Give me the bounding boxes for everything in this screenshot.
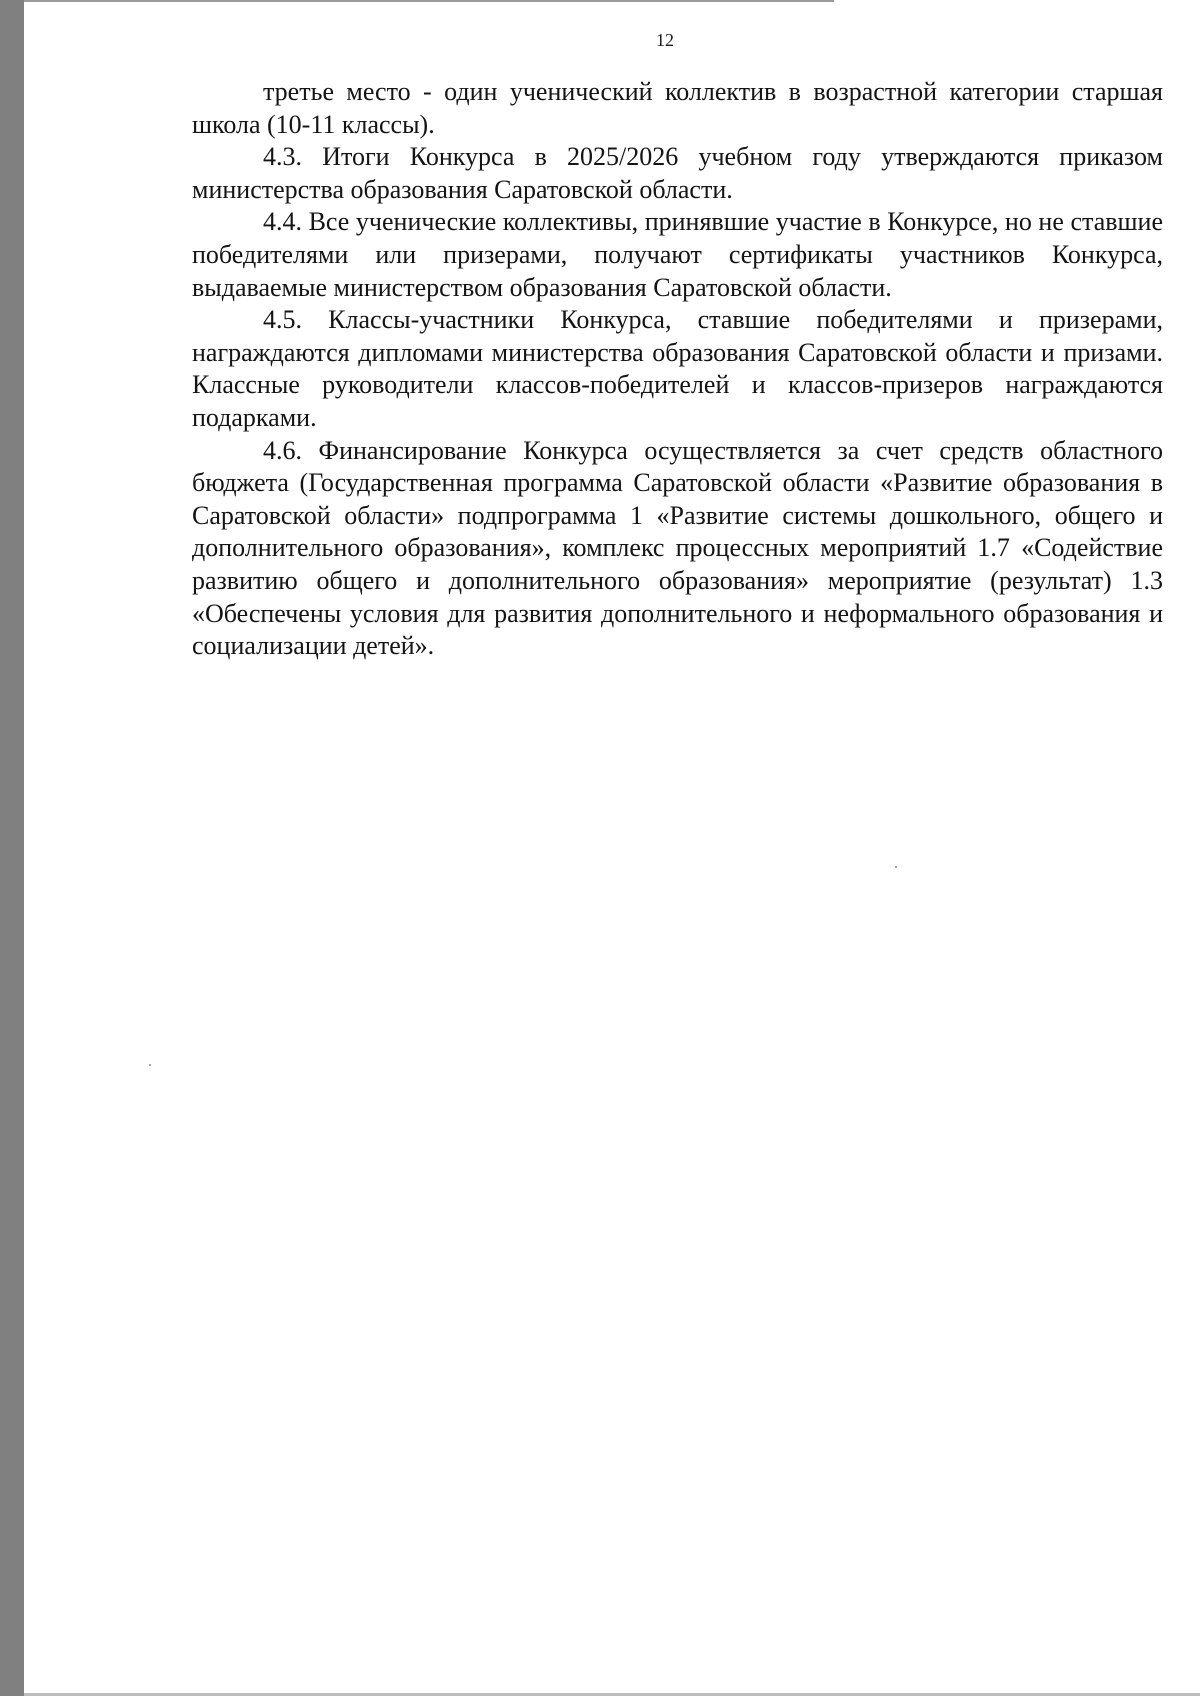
paragraph-third-place: третье место - один ученический коллектив в возрастной категории старшая школа (10-11 классы). xyxy=(192,77,1163,139)
paragraph-4-4: 4.4. Все ученические коллективы, принявшие участие в Конкурсе, но не ставшие победителями или призерами, получают сертификаты участников Конкурса, выдаваемые министерством образования Саратовской области. xyxy=(192,207,1163,302)
scan-top-edge xyxy=(24,0,834,2)
document-body xyxy=(192,76,1163,663)
paragraph-4-3: 4.3. Итоги Конкурса в 2025/2026 учебном году утверждаются приказом министерства образования Саратовской области. xyxy=(192,142,1163,204)
document-page xyxy=(24,0,1200,1696)
scan-speck xyxy=(895,866,897,868)
page-number: 12 xyxy=(656,30,674,50)
paragraph-4-6: 4.6. Финансирование Конкурса осуществляется за счет средств областного бюджета (Государственная программа Саратовской области «Развитие образования в Саратовской области» подпрограмма 1 «Развитие системы дошкольного, общего и дополнительного образования», комплекс процессных мероприятий 1.7 «Содействие развитию общего и дополнительного образования» мероприятие (результат) 1.3 «Обеспечены условия для развития дополнительного и неформального образования и социализации детей». xyxy=(192,435,1163,661)
paragraph-4-5: 4.5. Классы-участники Конкурса, ставшие победителями и призерами, награждаются дипломами министерства образования Саратовской области и призами. Классные руководители классов-победителей и классов-призеров награждаются подарками. xyxy=(192,305,1163,432)
scan-speck xyxy=(149,1064,151,1066)
